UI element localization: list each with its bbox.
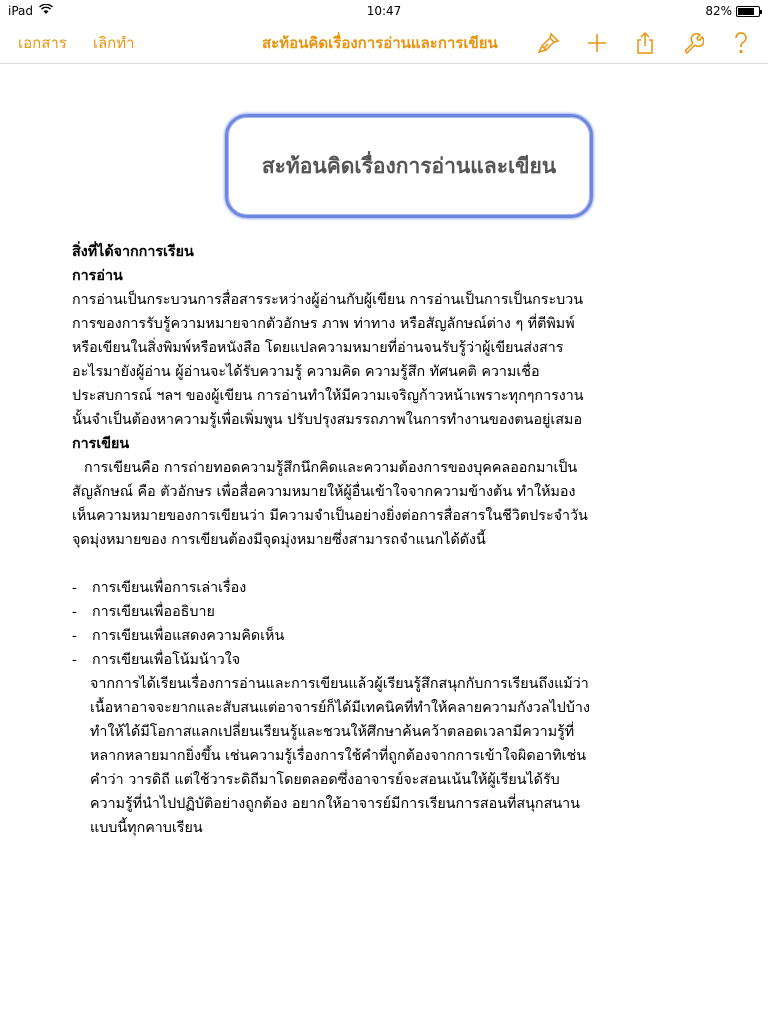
- reading-line: หรือเขียนในสิ่งพิมพ์หรือหนังสือ โดยแปลความหมายที่อ่านจนรับรู้ว่าผู้เขียนส่งสาร: [72, 340, 564, 356]
- status-right: [705, 4, 760, 18]
- list-item-text: การเขียนเพื่อโน้มน้าวใจ: [92, 652, 241, 668]
- reflection-line: เนื้อหาอาจจะยากและสับสนแต่อาจารย์ก็ได้มีเทคนิคที่ทำให้คลายความกังวลไปบ้าง: [90, 700, 590, 716]
- wifi-icon: [39, 4, 53, 18]
- paragraph-gap: [72, 552, 702, 576]
- status-bar: [0, 0, 768, 22]
- reading-line: นั้นจำเป็นต้องหาความรู้เพื่อเพิ่มพูน ปรับปรุงสมรรถภาพในการทำงานของตนอยู่เสมอ: [72, 412, 583, 428]
- list-item-text: การเขียนเพื่อแสดงความคิดเห็น: [92, 628, 285, 644]
- list-item-text: การเขียนเพื่อการเล่าเรื่อง: [92, 580, 247, 596]
- reflection-line: คำว่า วารดิถี แต่ใช้วาระดิถีมาโดยตลอดซึ่งอาจารย์จะสอนเน้นให้ผู้เรียนได้รับ: [90, 772, 560, 788]
- list-item: - การเขียนเพื่อแสดงความคิดเห็น: [72, 624, 702, 648]
- toolbar: [0, 22, 768, 64]
- battery-icon: [736, 6, 760, 17]
- device-label: iPad: [8, 4, 34, 18]
- toolbar-right: [536, 30, 754, 56]
- list-item: - การเขียนเพื่อโน้มน้าวใจ: [72, 648, 702, 672]
- reflection-line: ความรู้ที่นำไปปฏิบัติอย่างถูกต้อง อยากให้อาจารย์มีการเรียนการสอนที่สนุกสนาน: [90, 796, 580, 812]
- writing-line: เห็นความหมายของการเขียนว่า มีความจำเป็นอย่างยิ่งต่อการสื่อสารในชีวิตประจำวัน: [72, 508, 588, 524]
- help-icon[interactable]: [728, 30, 754, 56]
- list-item: - การเขียนเพื่อการเล่าเรื่อง: [72, 576, 702, 600]
- plus-icon[interactable]: [584, 30, 610, 56]
- section-heading: สิ่งที่ได้จากการเรียน: [72, 244, 194, 260]
- writing-line: การเขียนคือ การถ่ายทอดความรู้สึกนึกคิดและความต้องการของบุคคลออกมาเป็น: [84, 460, 578, 476]
- document-canvas[interactable]: [0, 64, 768, 1024]
- list-item: - การเขียนเพื่ออธิบาย: [72, 600, 702, 624]
- title-text-box[interactable]: [225, 114, 593, 218]
- paintbrush-icon[interactable]: [536, 30, 562, 56]
- wrench-icon[interactable]: [680, 30, 706, 56]
- reading-line: การของการรับรู้ความหมายจากตัวอักษร ภาพ ท่าทาง หรือสัญลักษณ์ต่าง ๆ ที่ตีพิมพ์: [72, 316, 575, 332]
- reading-line: ประสบการณ์ ฯลฯ ของผู้เขียน การอ่านทำให้มีความเจริญก้าวหน้าเพราะทุกๆการงาน: [72, 388, 584, 404]
- writing-heading: การเขียน: [72, 436, 130, 452]
- battery-fill: [738, 8, 754, 15]
- documents-button[interactable]: เอกสาร: [18, 33, 67, 52]
- status-left: [8, 4, 53, 18]
- document-heading: สะท้อนคิดเรื่องการอ่านและเขียน: [261, 153, 557, 178]
- reading-line: การอ่านเป็นกระบวนการสื่อสารระหว่างผู้อ่านกับผู้เขียน การอ่านเป็นการเป็นกระบวน: [72, 292, 584, 308]
- document-title: สะท้อนคิดเรื่องการอ่านและการเขียน: [262, 33, 498, 52]
- reflection-line: หลากหลายมากยิ่งขึ้น เช่นความรู้เรื่องการใช้คำที่ถูกต้องจากการเข้าใจผิดอาทิเช่น: [90, 748, 586, 764]
- list-item-text: การเขียนเพื่ออธิบาย: [92, 604, 215, 620]
- document-body[interactable]: [72, 240, 702, 840]
- toolbar-left: [18, 31, 135, 55]
- battery-percent: 82%: [705, 4, 732, 18]
- reading-heading: การอ่าน: [72, 268, 123, 284]
- undo-button[interactable]: เลิกทำ: [92, 33, 135, 52]
- writing-line: สัญลักษณ์ คือ ตัวอักษร เพื่อสื่อความหมายให้ผู้อื่นเข้าใจจากความข้างต้น ทำให้มอง: [72, 484, 576, 500]
- share-icon[interactable]: [632, 30, 658, 56]
- reading-line: อะไรมายังผู้อ่าน ผู้อ่านจะได้รับความรู้ ความคิด ความรู้สึก ทัศนคติ ความเชื่อ: [72, 364, 540, 380]
- writing-line: จุดมุ่งหมายของ การเขียนต้องมีจุดมุ่งหมายซึ่งสามารถจำแนกได้ดังนี้: [72, 532, 486, 548]
- reflection-line: จากการได้เรียนเรื่องการอ่านและการเขียนแล้วผู้เรียนรู้สึกสนุกกับการเรียนถึงแม้ว่า: [90, 676, 589, 692]
- reflection-line: แบบนี้ทุกคาบเรียน: [90, 820, 203, 836]
- status-time: 10:47: [366, 4, 402, 18]
- reflection-line: ทำให้ได้มีโอกาสแลกเปลี่ยนเรียนรู้และชวนให้ศึกษาค้นคว้าตลอดเวลามีความรู้ที่: [90, 724, 575, 740]
